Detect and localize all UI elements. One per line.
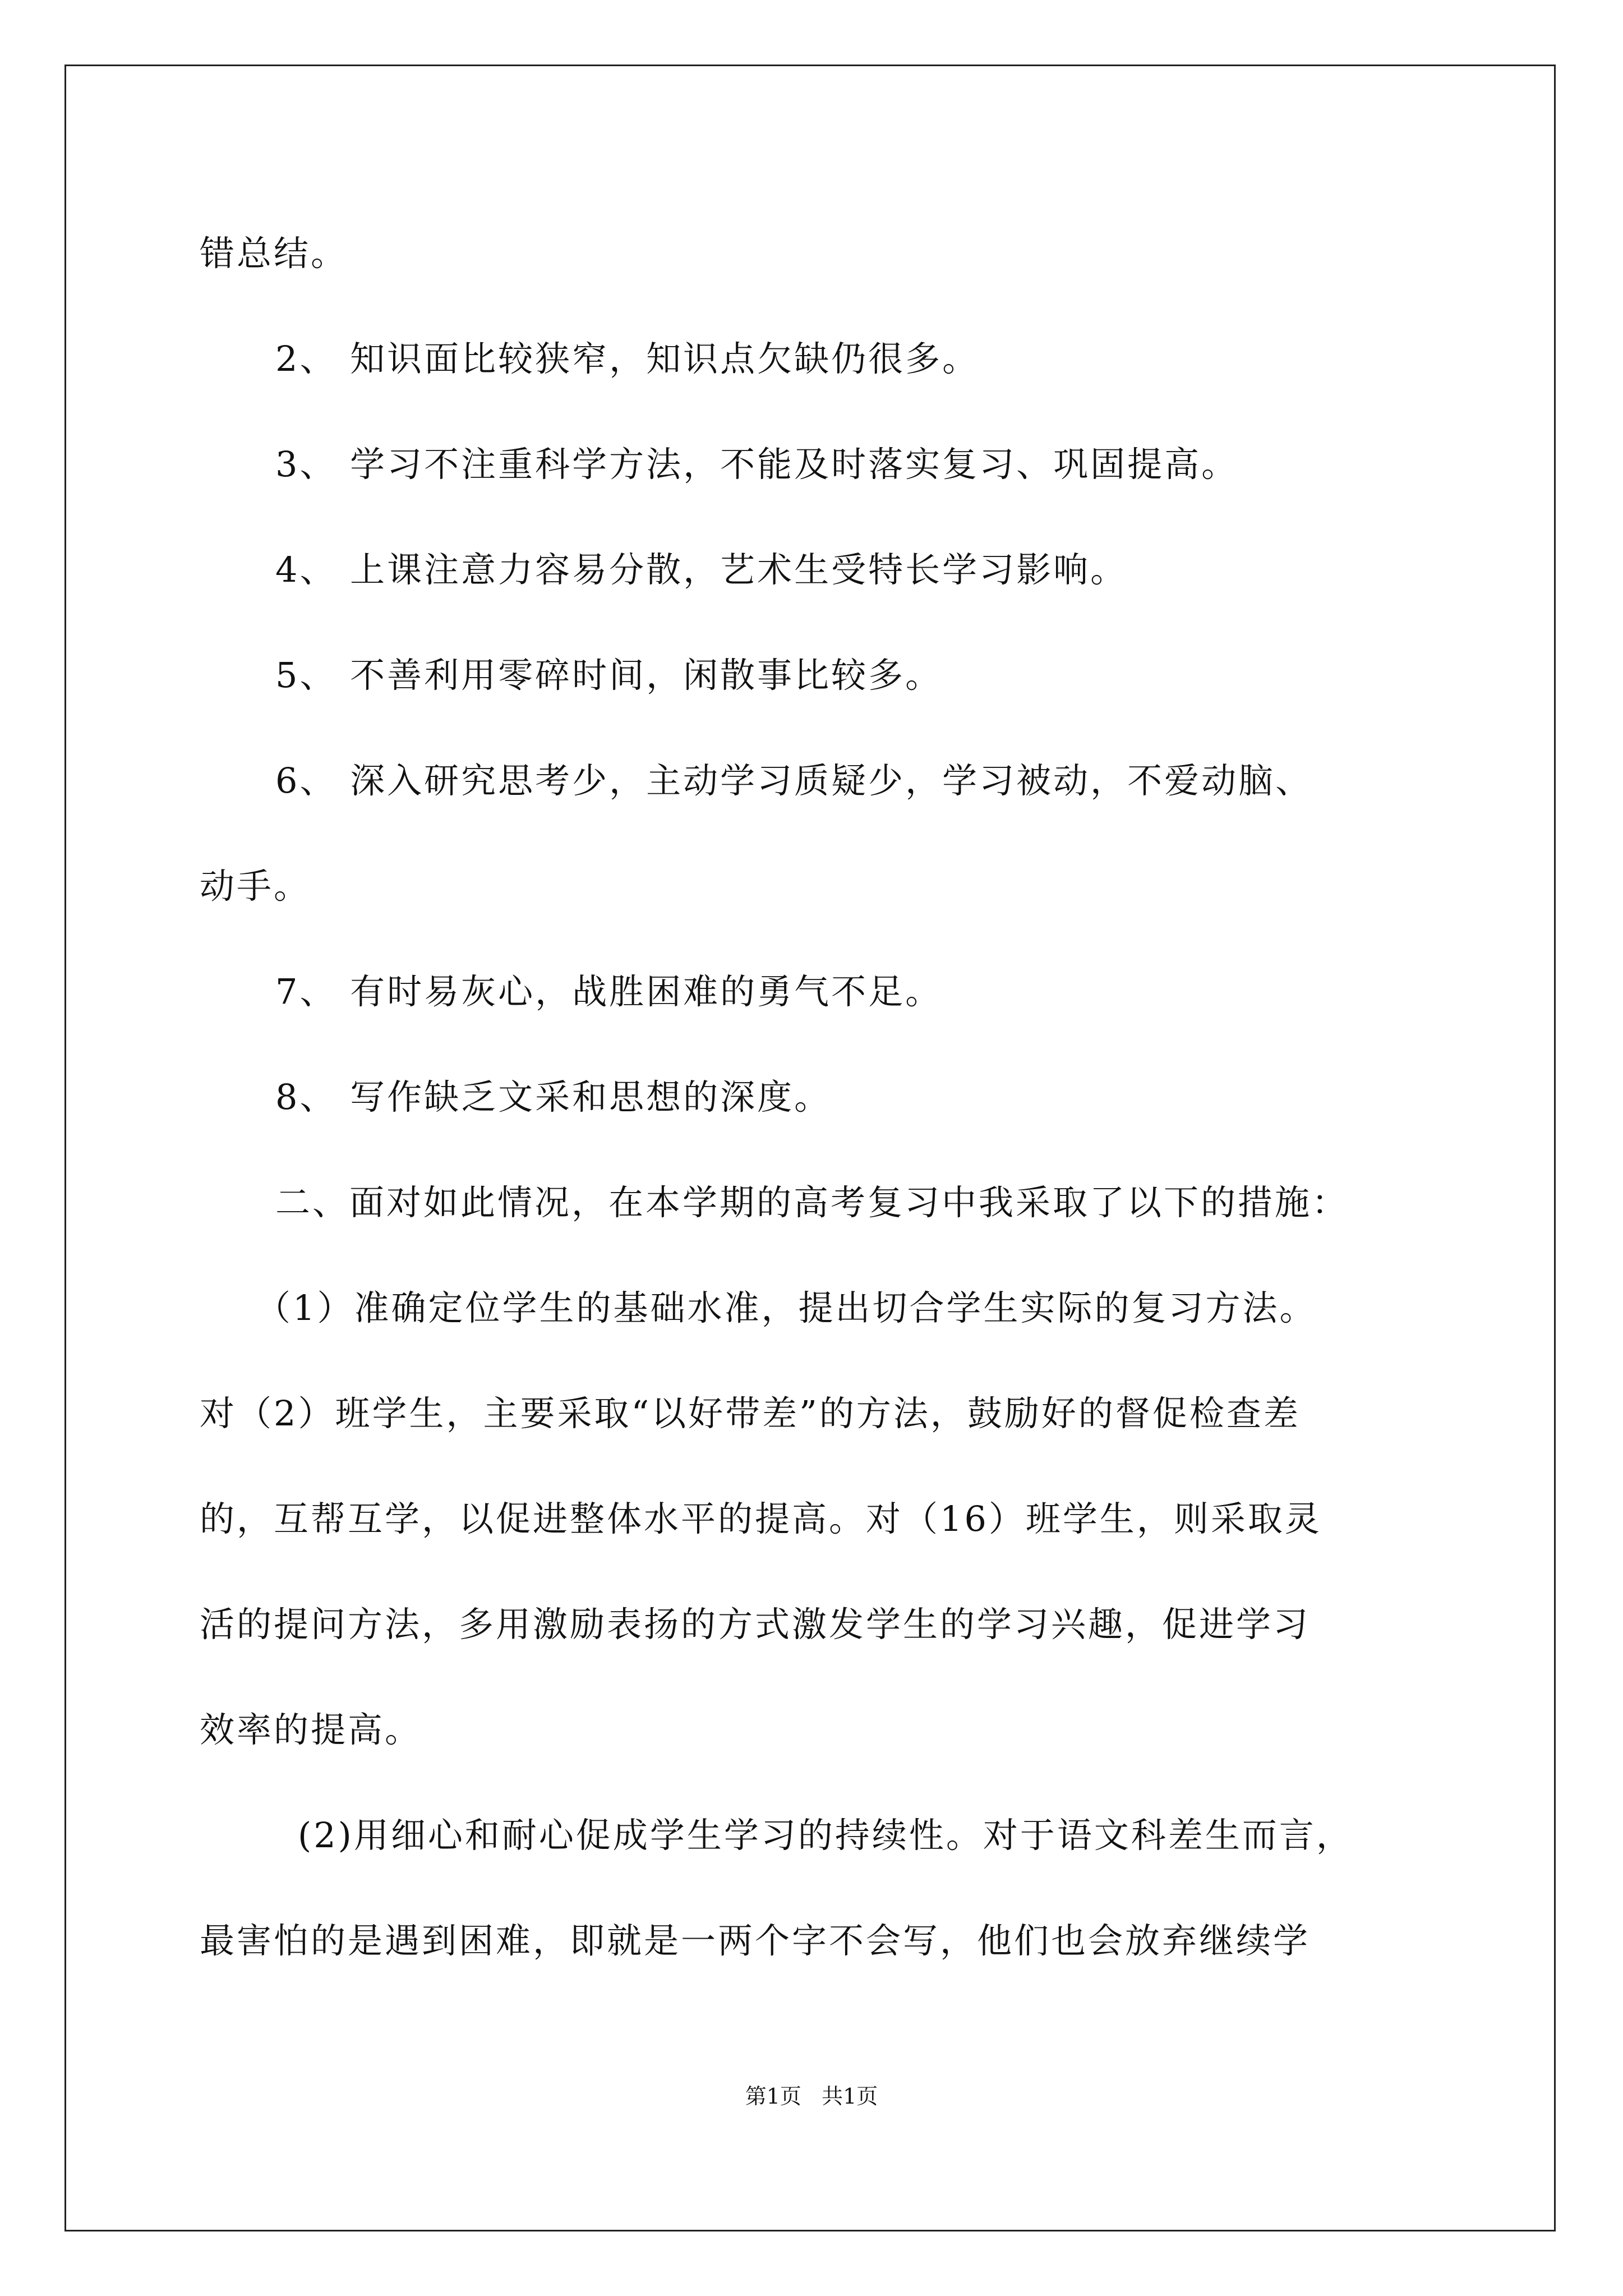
- text-line: 6、 深入研究思考少，主动学习质疑少，学习被动，不爱动脑、: [275, 760, 1313, 801]
- page-border: [64, 65, 1556, 2231]
- text-line: 的，互帮互学，以促进整体水平的提高。对（16）班学生，则采取灵: [200, 1498, 1322, 1539]
- text-line: 4、 上课注意力容易分散，艺术生受特长学习影响。: [275, 549, 1128, 590]
- text-line: (2)用细心和耐心促成学生学习的持续性。对于语文科差生而言，: [298, 1815, 1353, 1856]
- text-line: 错总结。: [200, 233, 348, 274]
- text-line: 7、 有时易灰心，战胜困难的勇气不足。: [275, 971, 943, 1012]
- page-footer: 第1页 共1页: [745, 2084, 878, 2109]
- text-line: 动手。: [200, 866, 311, 907]
- text-line: 效率的提高。: [200, 1709, 422, 1750]
- text-line: 5、 不善利用零碎时间，闲散事比较多。: [275, 655, 943, 696]
- text-line: 活的提问方法，多用激励表扬的方式激发学生的学习兴趣，促进学习: [200, 1604, 1311, 1645]
- text-line: 2、 知识面比较狭窄，知识点欠缺仍很多。: [275, 338, 980, 379]
- text-line: 最害怕的是遇到困难，即就是一两个字不会写，他们也会放弃继续学: [200, 1920, 1311, 1961]
- text-line: （1）准确定位学生的基础水准，提出切合学生实际的复习方法。: [256, 1287, 1317, 1328]
- text-line: 8、 写作缺乏文采和思想的深度。: [275, 1076, 832, 1117]
- text-line: 对（2）班学生，主要采取“以好带差”的方法，鼓励好的督促检查差: [200, 1393, 1301, 1434]
- text-line: 二、面对如此情况，在本学期的高考复习中我采取了以下的措施：: [275, 1182, 1349, 1223]
- text-line: 3、 学习不注重科学方法，不能及时落实复习、巩固提高。: [275, 444, 1239, 485]
